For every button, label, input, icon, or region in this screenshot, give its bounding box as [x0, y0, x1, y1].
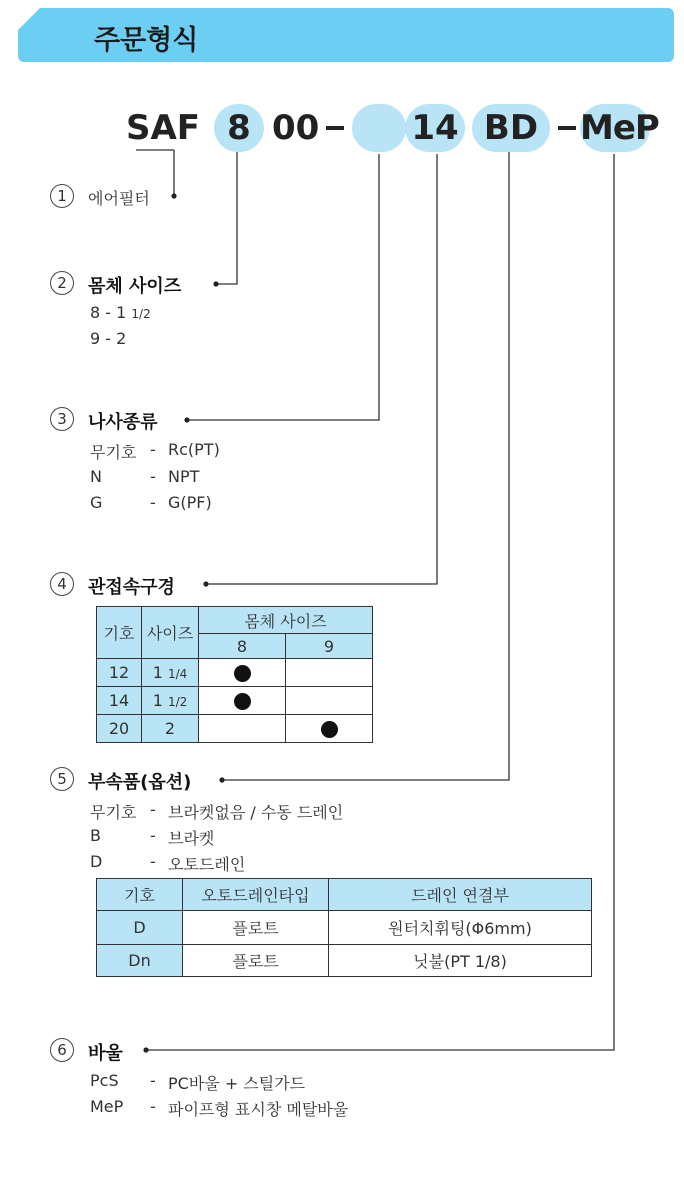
accessory-option-desc: 브라켓 — [168, 829, 215, 848]
accessory-option-code: D — [90, 852, 103, 871]
table-cell: D — [97, 911, 183, 945]
table-cell: 플로트 — [183, 911, 329, 945]
thread-option-desc: Rc(PT) — [168, 440, 220, 459]
accessory-option-code: B — [90, 826, 101, 845]
table-cell: 플로트 — [183, 945, 329, 977]
filled-dot-icon — [234, 665, 251, 682]
connector-dot-6 — [143, 1047, 148, 1052]
table-cell: 1 1/4 — [142, 659, 199, 687]
thread-option-sep: - — [150, 493, 156, 512]
section-title-4: 관접속구경 — [88, 577, 175, 598]
table-header: 8 — [199, 634, 286, 659]
auto-drain-table — [96, 878, 592, 977]
page-title: 주문형식 — [94, 25, 199, 56]
table-cell — [286, 715, 373, 743]
accessory-option-desc: 브라켓없음 / 수동 드레인 — [168, 803, 344, 822]
thread-option-desc: G(PF) — [168, 493, 212, 512]
thread-option-code: G — [90, 493, 103, 512]
table-cell: 20 — [97, 715, 142, 743]
bowl-option-code: MeP — [90, 1097, 124, 1116]
accessory-option-code: 무기호 — [90, 803, 137, 822]
code-port: 14 — [411, 108, 459, 148]
code-accessory: BD — [483, 108, 539, 148]
thread-option-code: 무기호 — [90, 443, 137, 462]
table-row — [97, 659, 373, 687]
bowl-option-desc: PC바울 + 스틸가드 — [168, 1074, 306, 1093]
accessory-option-sep: - — [150, 852, 156, 871]
table-cell — [199, 659, 286, 687]
body-size-line: 9 - 2 — [90, 329, 127, 348]
thread-option-sep: - — [150, 440, 156, 459]
thread-option-code: N — [90, 467, 102, 486]
table-cell — [286, 659, 373, 687]
section-number-2: 2 — [50, 271, 74, 295]
section-title-2: 몸체 사이즈 — [88, 276, 182, 297]
accessory-option-desc: 오토드레인 — [168, 855, 246, 874]
connector-dot-4 — [203, 581, 208, 586]
code-bowl: MeP — [580, 108, 659, 148]
section-title-6: 바울 — [88, 1043, 123, 1064]
table-header: 드레인 연결부 — [329, 879, 592, 911]
code-series: 00 — [272, 108, 320, 148]
table-cell — [286, 687, 373, 715]
connector-dot-1 — [171, 193, 176, 198]
connector-dot-5 — [219, 777, 224, 782]
table-cell: 1 1/2 — [142, 687, 199, 715]
connector-dot-3 — [184, 417, 189, 422]
bowl-option-sep: - — [150, 1097, 156, 1116]
table-cell: Dn — [97, 945, 183, 977]
bowl-option-desc: 파이프형 표시창 메탈바울 — [168, 1100, 349, 1119]
body-size-line: 8 - 1 1/2 — [90, 303, 151, 322]
bowl-option-sep: - — [150, 1071, 156, 1090]
table-cell — [199, 715, 286, 743]
table-cell: 닛불(PT 1/8) — [329, 945, 592, 977]
code-body-size: 8 — [227, 108, 251, 148]
thread-option-desc: NPT — [168, 467, 200, 486]
table-cell: 원터치휘팅(Φ6mm) — [329, 911, 592, 945]
table-cell — [199, 687, 286, 715]
filled-dot-icon — [321, 721, 338, 738]
table-cell: 14 — [97, 687, 142, 715]
connector-2 — [216, 152, 237, 284]
table-header: 기호 — [97, 607, 142, 659]
table-row — [97, 945, 592, 977]
accessory-option-sep: - — [150, 826, 156, 845]
section-number-5: 5 — [50, 767, 74, 791]
bowl-option-code: PcS — [90, 1071, 119, 1090]
accessory-option-sep: - — [150, 800, 156, 819]
section-number-3: 3 — [50, 407, 74, 431]
table-cell: 12 — [97, 659, 142, 687]
connector-dot-2 — [213, 281, 218, 286]
table-header: 사이즈 — [142, 607, 199, 659]
section-number-1: 1 — [50, 184, 74, 208]
thread-option-sep: - — [150, 467, 156, 486]
port-size-table — [96, 606, 373, 743]
section-title-1: 에어필터 — [88, 189, 150, 208]
connector-4 — [206, 154, 437, 584]
section-number-6: 6 — [50, 1038, 74, 1062]
table-row — [97, 687, 373, 715]
table-header: 오토드레인타입 — [183, 879, 329, 911]
table-row — [97, 911, 592, 945]
table-header: 9 — [286, 634, 373, 659]
code-prefix: SAF — [126, 108, 201, 148]
table-header: 몸체 사이즈 — [199, 607, 373, 634]
section-title-5: 부속품(옵션) — [88, 772, 192, 793]
table-cell: 2 — [142, 715, 199, 743]
connector-3 — [187, 154, 379, 420]
table-row — [97, 715, 373, 743]
filled-dot-icon — [234, 693, 251, 710]
section-title-3: 나사종류 — [88, 412, 158, 433]
section-number-4: 4 — [50, 572, 74, 596]
table-header: 기호 — [97, 879, 183, 911]
